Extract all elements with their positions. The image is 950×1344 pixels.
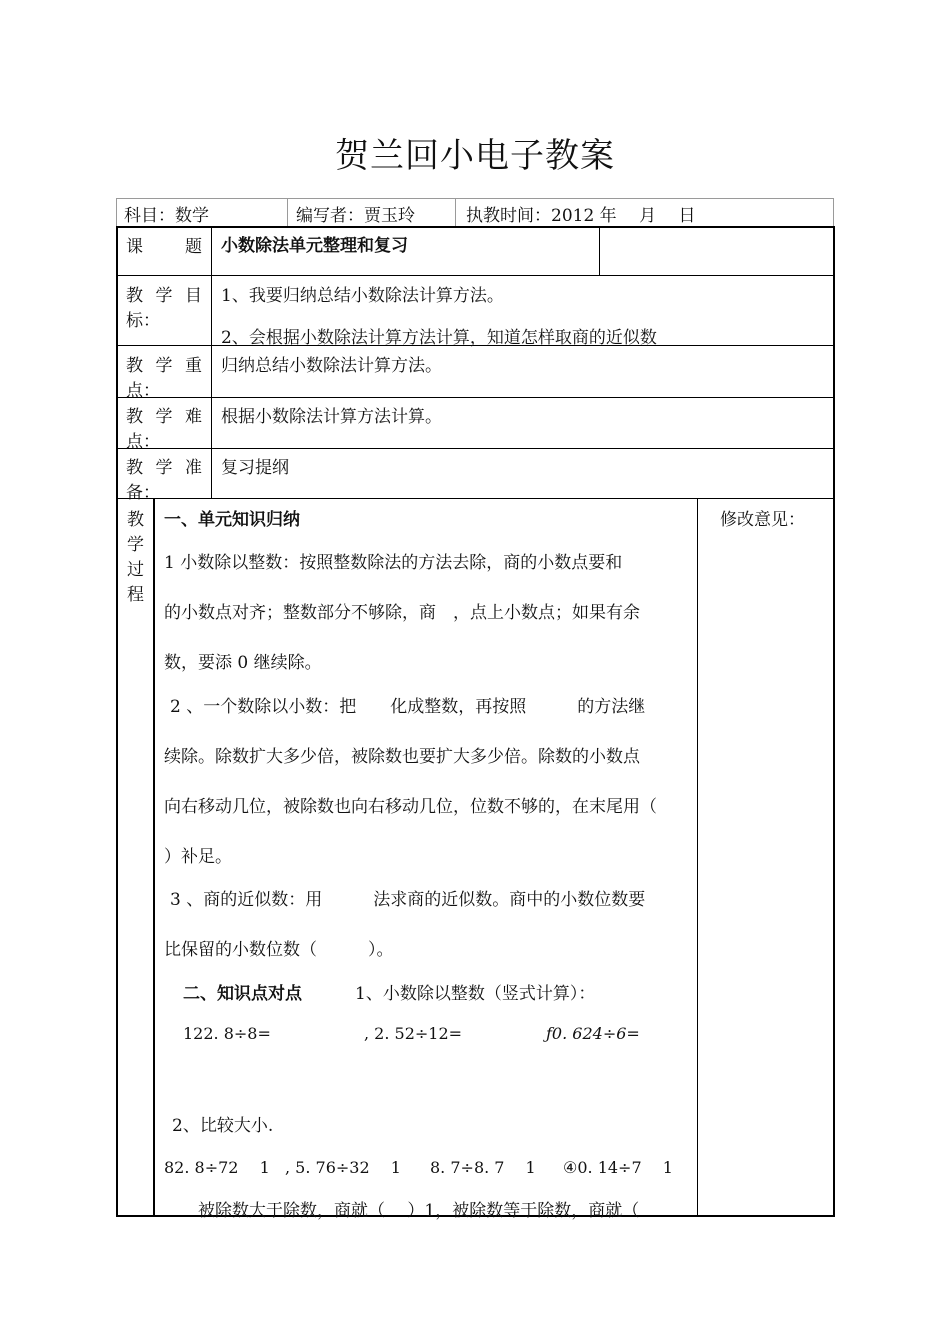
header-date: 执教时间：2012 年 月 日 (466, 206, 696, 226)
key-value: 归纳总结小数除法计算方法。 (221, 356, 442, 376)
p1-line2: 的小数点对齐；整数部分不够除，商 ，点上小数点；如果有余 (164, 603, 640, 623)
p3-line1: 3 、商的近似数：用 法求商的近似数。商中的小数位数要 (170, 890, 646, 910)
row-divider-difficult (116, 448, 834, 449)
prep-value: 复习提纲 (221, 458, 289, 478)
topic-cell-divider (599, 226, 600, 276)
p2-line3: 向右移动几位，被除数也向右移动几位，位数不够的，在末尾用（ (164, 797, 657, 817)
difficult-value: 根据小数除法计算方法计算。 (221, 407, 442, 427)
key-label-line2: 点： (126, 381, 160, 401)
header-top-border (116, 198, 834, 199)
topic-label: 课 题 (126, 237, 202, 257)
table-left-border (116, 226, 118, 1216)
section2-heading: 二、知识点对点 (183, 984, 302, 1004)
p1-line3: 数，要添 0 继续除。 (164, 653, 322, 673)
last-line: 被除数大于除数，商就（ ）1，被除数等于除数，商就（ (198, 1201, 640, 1221)
process-label-char-3: 过 (127, 560, 144, 580)
calc-problem-2: , 2. 52÷12= (364, 1024, 463, 1043)
p3-line2: 比保留的小数位数（ ）。 (164, 940, 394, 960)
table-top-border (116, 226, 834, 228)
header-divider-2 (455, 198, 456, 226)
compare-2: , 5. 76÷32 1 (285, 1158, 401, 1177)
section2-item1: 1、小数除以整数（竖式计算）： (355, 984, 596, 1004)
label-column-divider (211, 226, 212, 499)
header-divider-1 (287, 198, 288, 226)
goal-1: 1、我要归纳总结小数除法计算方法。 (221, 286, 504, 306)
goals-label-line1: 教 学 目 (126, 286, 202, 306)
row-divider-key (116, 397, 834, 398)
process-label-char-4: 程 (127, 585, 144, 605)
process-label-char-2: 学 (127, 535, 144, 555)
difficult-label-line2: 点： (126, 432, 160, 452)
header-right-border (833, 198, 834, 226)
calc-problem-3: ƒ0. 624÷6= (546, 1024, 640, 1043)
p2-line1: 2 、一个数除以小数：把 化成整数，再按照 的方法继 (170, 697, 646, 717)
prep-label-line2: 备： (126, 483, 160, 503)
prep-label-line1: 教 学 准 (126, 458, 202, 478)
process-label-char-1: 教 (127, 510, 144, 530)
section1-heading: 一、单元知识归纳 (164, 510, 300, 530)
compare-1: 82. 8÷72 1 (164, 1158, 270, 1177)
header-author: 编写者：贾玉玲 (296, 206, 415, 226)
topic-value: 小数除法单元整理和复习 (221, 236, 408, 256)
header-subject: 科目：数学 (124, 206, 209, 226)
p2-line2: 续除。除数扩大多少倍，被除数也要扩大多少倍。除数的小数点 (164, 747, 640, 767)
key-label-line1: 教 学 重 (126, 356, 202, 376)
goal-2: 2、会根据小数除法计算方法计算，知道怎样取商的近似数 (221, 328, 657, 348)
compare-3: 8. 7÷8. 7 1 (430, 1158, 536, 1177)
revise-column-divider (697, 498, 698, 1216)
goals-label-line2: 标： (126, 311, 160, 331)
p1-line1: 1 小数除以整数：按照整数除法的方法去除，商的小数点要和 (164, 553, 623, 573)
header-left-border (116, 198, 117, 226)
difficult-label-line1: 教 学 难 (126, 407, 202, 427)
section2-item2: 2、比较大小. (172, 1116, 274, 1136)
revise-label: 修改意见： (720, 510, 805, 530)
page-title: 贺兰回小电子教案 (335, 136, 615, 176)
row-divider-topic (116, 275, 834, 276)
calc-problem-1: 122. 8÷8= (183, 1024, 271, 1043)
compare-4: ④0. 14÷7 1 (563, 1158, 673, 1177)
process-label-divider (153, 498, 155, 1216)
row-divider-prep (116, 498, 834, 499)
table-right-border (833, 226, 835, 1216)
p2-line4: ）补足。 (164, 847, 232, 867)
